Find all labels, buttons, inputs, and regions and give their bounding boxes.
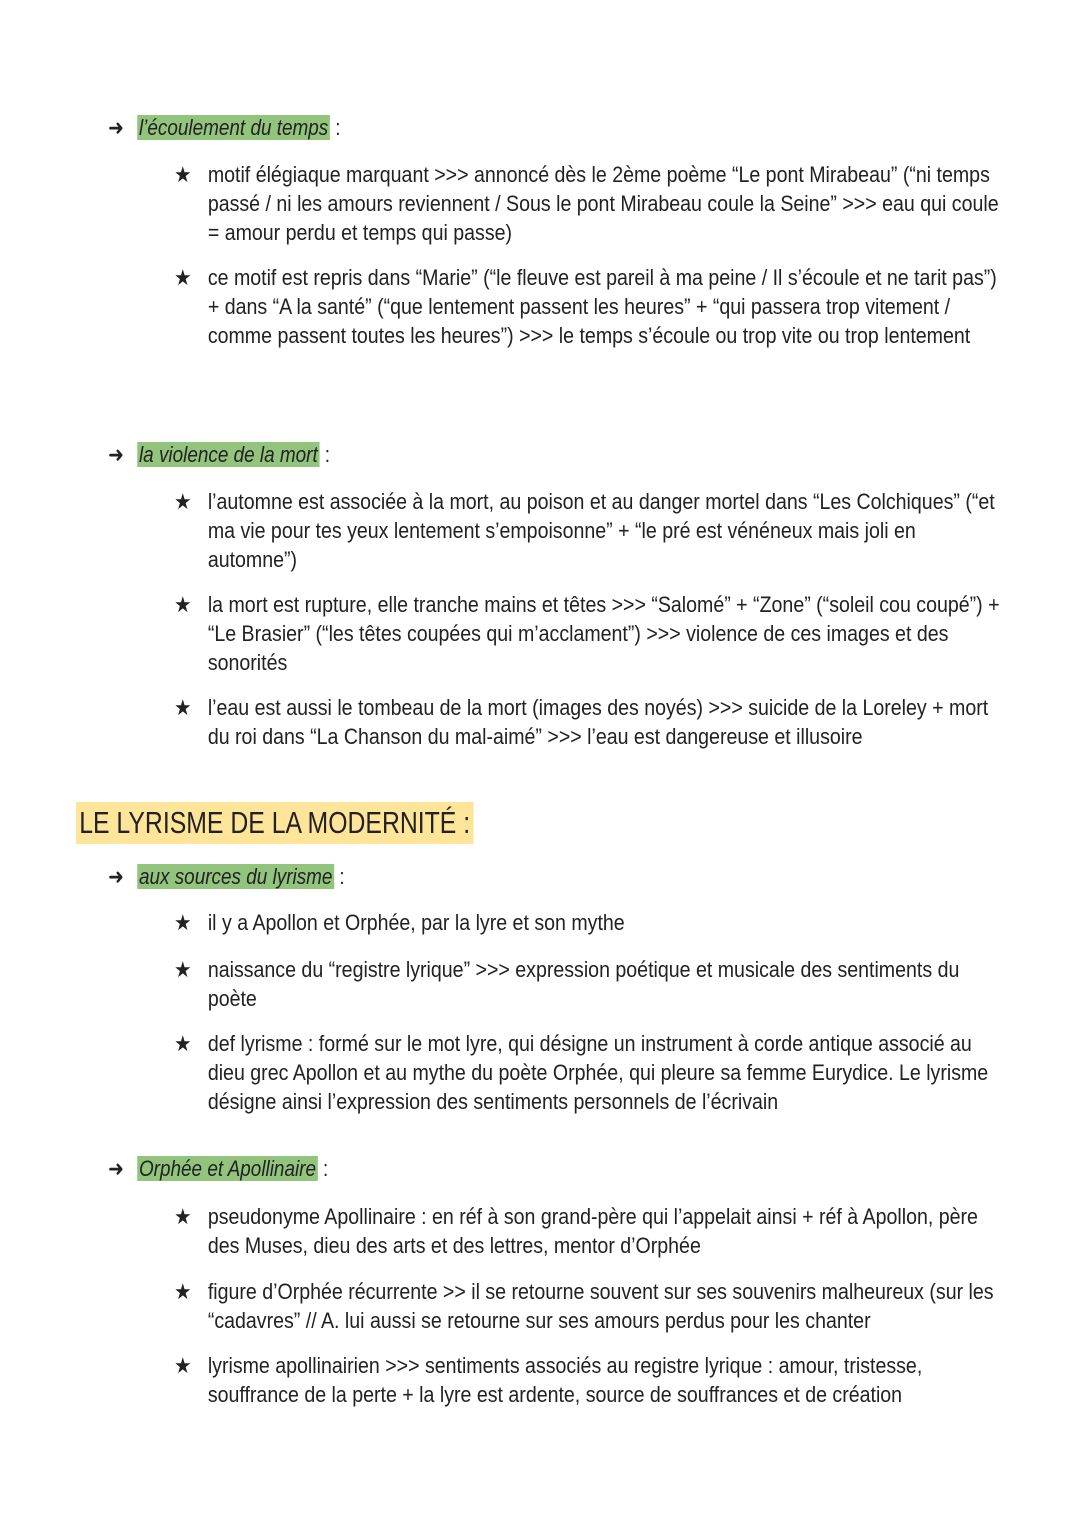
subheading-ecoulement-du-temps (108, 113, 341, 143)
bullet-text: motif élégiaque marquant >>> annoncé dès le 2ème poème “Le pont Mirabeau” (“ni temps passé / ni les amours reviennent / Sous le pont Mirabeau coule la Seine” >>> eau qui coule = amour perdu et temps qui passe) (207, 162, 999, 245)
star-icon: ★ (174, 489, 192, 514)
subheading-label: aux sources du lyrisme (138, 864, 333, 889)
subheading-label: l’écoulement du temps (138, 115, 329, 140)
arrow-icon: ➜ (108, 442, 124, 467)
bullet-item (174, 955, 1002, 1013)
star-icon: ★ (174, 695, 192, 720)
bullet-text: il y a Apollon et Orphée, par la lyre et son mythe (207, 910, 625, 935)
subheading-orphee-apollinaire (108, 1154, 328, 1184)
bullet-text: pseudonyme Apollinaire : en réf à son grand-père qui l’appelait ainsi + réf à Apollon, père des Muses, dieu des arts et des lettres, mentor d’Orphée (207, 1204, 978, 1258)
star-icon: ★ (174, 1279, 192, 1304)
bullet-text: ce motif est repris dans “Marie” (“le fleuve est pareil à ma peine / Il s’écoule et ne tarit pas”) + dans “A la santé” (“que lentement passent les heures” + “qui passera trop vitement / comme passent toutes les heures”) >>> le temps s’écoule ou trop vite ou trop lentement (207, 265, 997, 348)
arrow-icon: ➜ (108, 1156, 124, 1181)
bullet-item (174, 1202, 1002, 1260)
bullet-item (174, 263, 1002, 350)
star-icon: ★ (174, 592, 192, 617)
bullet-text: la mort est rupture, elle tranche mains et têtes >>> “Salomé” + “Zone” (“soleil cou coupé”) + “Le Brasier” (“les têtes coupées qui m’acclament”) >>> violence de ces images et des sonorités (207, 592, 1000, 675)
subheading-colon: : (319, 442, 330, 467)
bullet-item (174, 1277, 1002, 1335)
section-heading-lyrisme-modernite: LE LYRISME DE LA MODERNITÉ : (76, 802, 473, 844)
star-icon: ★ (174, 957, 192, 982)
bullet-item (174, 693, 1002, 751)
subheading-colon: : (329, 115, 341, 140)
bullet-item (174, 487, 1002, 574)
subheading-colon: : (334, 864, 345, 889)
bullet-item (174, 1029, 1002, 1116)
subheading-colon: : (317, 1156, 329, 1181)
subheading-label: la violence de la mort (138, 442, 318, 467)
star-icon: ★ (174, 1031, 192, 1056)
arrow-icon: ➜ (108, 864, 124, 889)
star-icon: ★ (174, 265, 192, 290)
bullet-text: naissance du “registre lyrique” >>> expression poétique et musicale des sentiments du poète (207, 957, 960, 1011)
bullet-text: lyrisme apollinairien >>> sentiments associés au registre lyrique : amour, tristesse, souffrance de la perte + la lyre est ardente, source de souffrances et de création (207, 1353, 923, 1407)
star-icon: ★ (174, 910, 192, 935)
star-icon: ★ (174, 1204, 192, 1229)
arrow-icon: ➜ (108, 115, 124, 140)
subheading-label: Orphée et Apollinaire (138, 1156, 317, 1181)
subheading-sources-du-lyrisme (108, 862, 345, 892)
subheading-violence-de-la-mort (108, 440, 330, 470)
bullet-item (174, 590, 1002, 677)
star-icon: ★ (174, 1353, 192, 1378)
bullet-text: l’automne est associée à la mort, au poison et au danger mortel dans “Les Colchiques” (“et ma vie pour tes yeux lentement s’empoisonne” + “le pré est vénéneux mais joli en automne”) (207, 489, 995, 572)
bullet-text: figure d’Orphée récurrente >> il se retourne souvent sur ses souvenirs malheureux (sur les “cadavres” // A. lui aussi se retourne sur ses amours perdus pour les chanter (207, 1279, 994, 1333)
bullet-text: def lyrisme : formé sur le mot lyre, qui désigne un instrument à corde antique associé au dieu grec Apollon et au mythe du poète Orphée, qui pleure sa femme Eurydice. Le lyrisme désigne ainsi l’expression des sentiments personnels de l’écrivain (207, 1031, 989, 1114)
bullet-item (174, 1351, 1002, 1409)
bullet-text: l’eau est aussi le tombeau de la mort (images des noyés) >>> suicide de la Loreley + mort du roi dans “La Chanson du mal-aimé” >>> l’eau est dangereuse et illusoire (207, 695, 989, 749)
bullet-item (174, 908, 1002, 937)
star-icon: ★ (174, 162, 192, 187)
bullet-item (174, 160, 1002, 247)
